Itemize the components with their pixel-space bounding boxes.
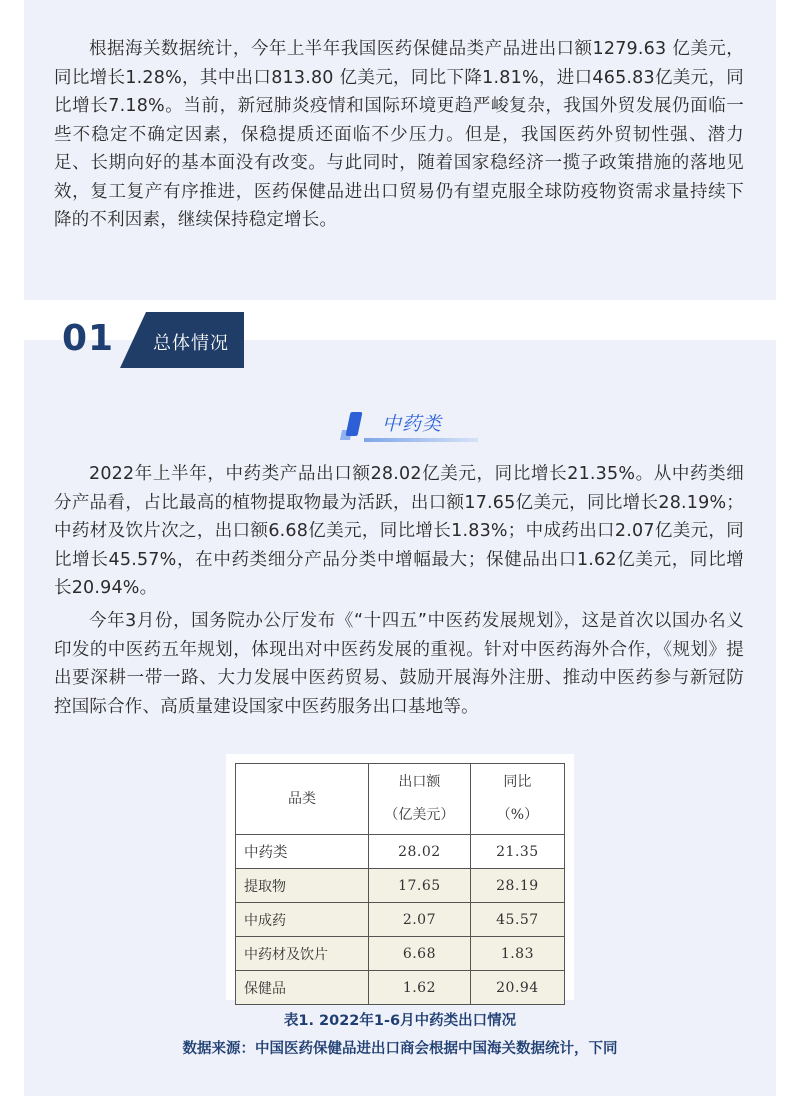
table-row	[236, 835, 565, 869]
data-source-note: 数据来源：中国医药保健品进出口商会根据中国海关数据统计，下同	[182, 1041, 618, 1057]
header-category: 品类	[236, 764, 369, 835]
row-export: 1.62	[368, 971, 470, 1005]
table-row	[236, 903, 565, 937]
subsection-title: 中药类	[382, 413, 443, 435]
header-yoy: 同比 （%）	[470, 764, 564, 835]
heading-underline	[364, 438, 478, 442]
row-export: 6.68	[368, 937, 470, 971]
table-row	[236, 869, 565, 903]
table-header-row	[236, 764, 565, 835]
row-yoy: 21.35	[470, 835, 564, 869]
header-export: 出口额 （亿美元）	[368, 764, 470, 835]
row-name: 中药材及饮片	[236, 937, 369, 971]
row-yoy: 1.83	[470, 937, 564, 971]
tcm-paragraph-2: 今年3月份，国务院办公厅发布《“十四五”中医药发展规划》，这是首次以国办名义印发的中医药五年规划，体现出对中医药发展的重视。针对中医药海外合作，《规划》提出要深耕一带一路、大力发展中医药贸易、鼓励开展海外注册、推动中医药参与新冠防控国际合作、高质量建设国家中医药服务出口基地等。	[54, 611, 744, 717]
tcm-paragraph-1: 2022年上半年，中药类产品出口额28.02亿美元，同比增长21.35%。从中药类细分产品看，占比最高的植物提取物最为活跃，出口额17.65亿美元，同比增长28.19%；中药材及饮片次之，出口额6.68亿美元，同比增长1.83%；中成药出口2.07亿美元，同比增长45.57%，在中药类细分产品分类中增幅最大；保健品出口1.62亿美元，同比增长20.94%。	[54, 464, 744, 598]
row-export: 28.02	[368, 835, 470, 869]
row-yoy: 45.57	[470, 903, 564, 937]
row-yoy: 20.94	[470, 971, 564, 1005]
table-row	[236, 937, 565, 971]
heading-bar-icon	[345, 412, 362, 436]
row-export: 2.07	[368, 903, 470, 937]
row-name: 中成药	[236, 903, 369, 937]
table-caption: 表1. 2022年1-6月中药类出口情况	[283, 1013, 517, 1029]
export-table-container	[226, 754, 574, 1000]
row-name: 提取物	[236, 869, 369, 903]
row-export: 17.65	[368, 869, 470, 903]
row-name: 中药类	[236, 835, 369, 869]
section-title: 总体情况	[153, 333, 229, 354]
export-table	[235, 763, 565, 1005]
row-name: 保健品	[236, 971, 369, 1005]
section-number: 01	[62, 318, 115, 359]
table-row	[236, 971, 565, 1005]
subsection-heading	[338, 404, 478, 446]
intro-paragraph: 根据海关数据统计，今年上半年我国医药保健品类产品进出口额1279.63 亿美元，同比增长1.28%，其中出口813.80 亿美元，同比下降1.81%，进口465.83亿美元，同比增长7.18%。当前，新冠肺炎疫情和国际环境更趋严峻复杂，我国外贸发展仍面临一些不稳定不确定因素，保稳提质还面临不少压力。但是，我国医药外贸韧性强、潜力足、长期向好的基本面没有改变。与此同时，随着国家稳经济一揽子政策措施的落地见效，复工复产有序推进，医药保健品进出口贸易仍有望克服全球防疫物资需求量持续下降的不利因素，继续保持稳定增长。	[54, 39, 744, 230]
row-yoy: 28.19	[470, 869, 564, 903]
